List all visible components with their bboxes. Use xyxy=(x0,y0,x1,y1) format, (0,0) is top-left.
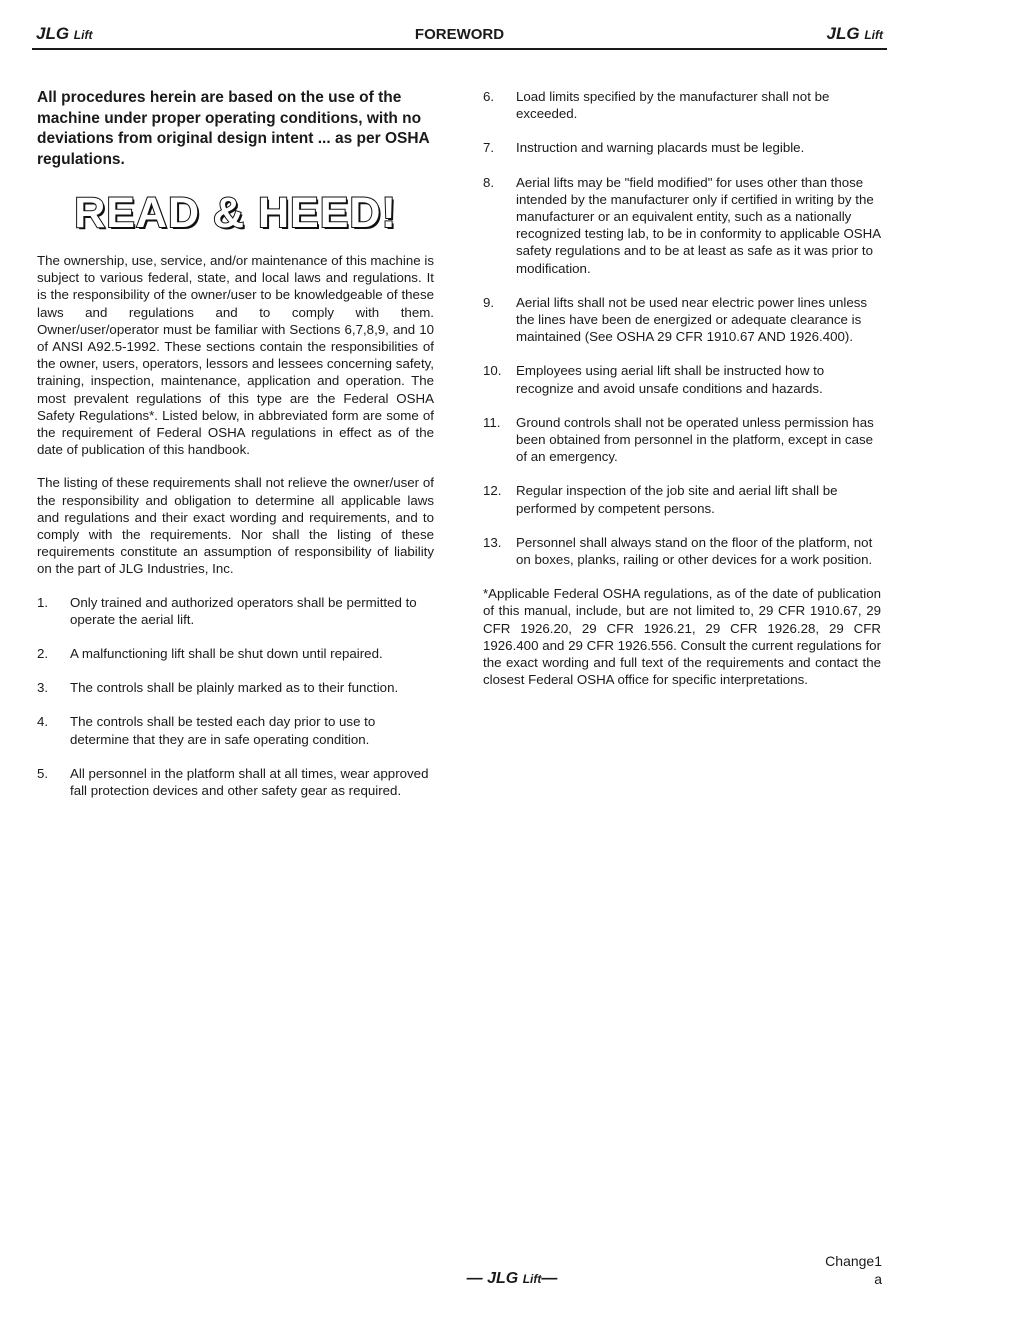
read-heed-banner: READ & HEED! xyxy=(74,189,397,237)
list-item: 8. Aerial lifts may be "field modified" for uses other than those intended by the manufacturer only if certified in writing by the manufacturer or an equivalent entity, such as a nationally recognized testing lab, to be in conformity to applicable OSHA safety regulations and to be at least as safe as it was prior to modification. xyxy=(483,174,881,276)
header-section-title: FOREWORD xyxy=(414,26,505,43)
left-column xyxy=(37,88,434,816)
osha-footnote: *Applicable Federal OSHA regulations, as of the date of publication of this manual, include, but are not limited to, 29 CFR 1910.67, 29 CFR 1926.20, 29 CFR 1926.21, 29 CFR 1926.28, 29 CFR 1926.400 and 29 CFR 1926.556. Consult the current regulations for the exact wording and full text of the requirements and contact the closest Federal OSHA office for specific interpretations. xyxy=(483,586,881,688)
list-item: 1. Only trained and authorized operators shall be permitted to operate the aerial lift. xyxy=(37,594,417,627)
requirements-list-left xyxy=(37,594,434,800)
list-item: 10. Employees using aerial lift shall be instructed how to recognize and avoid unsafe conditions and hazards. xyxy=(483,363,825,396)
footer-brand: — JLG Lift— xyxy=(466,1270,558,1287)
page-header xyxy=(32,22,887,50)
list-item: 13. Personnel shall always stand on the floor of the platform, not on boxes, planks, railing or other devices for a work position. xyxy=(483,534,873,568)
paragraph-listing: The listing of these requirements shall not relieve the owner/user of the responsibility and obligation to determine all applicable laws and regulations and their exact wording and requirements, and to comply with the requirements. Nor shall the listing of these requirements constitute an assumption of responsibility of liability on the part of JLG Industries, Inc. xyxy=(37,475,434,577)
list-item: 3. The controls shall be plainly marked as to their function. xyxy=(37,680,399,696)
right-column xyxy=(483,88,881,688)
intro-statement: All procedures herein are based on the use of the machine under proper operating conditions, with no deviations from original design intent ... as per OSHA regulations. xyxy=(37,89,430,168)
paragraph-ownership: The ownership, use, service, and/or maintenance of this machine is subject to various federal, state, and local laws and regulations. It is the responsibility of the owner/user to be knowledgeable of these laws and regulations and to comply with them. Owner/user/operator must be familiar with Sections 6,7,8,9, and 10 of ANSI A92.5-1992. These sections contain the responsibilities of the owner, users, operators, lessors and lessees concerning safety, training, inspection, maintenance, application and operation. The most prevalent regulations of this type are the Federal OSHA Safety Regulations*. Listed below, in abbreviated form are some of the requirement of Federal OSHA regulations in effect as of the date of publication of this handbook. xyxy=(37,253,434,458)
list-item: 5. All personnel in the platform shall at all times, wear approved fall protection devices and other safety gear as required. xyxy=(37,765,429,799)
footer-page-info xyxy=(820,1252,882,1288)
list-item: 7. Instruction and warning placards must be legible. xyxy=(483,140,805,156)
requirements-list-right xyxy=(483,88,881,568)
header-brand-right: JLG Lift xyxy=(826,24,883,43)
list-item: 12. Regular inspection of the job site and aerial lift shall be performed by competent persons. xyxy=(483,483,838,516)
list-item: 2. A malfunctioning lift shall be shut down until repaired. xyxy=(37,646,383,662)
list-item: 11. Ground controls shall not be operated unless permission has been obtained from personnel in the platform, except in case of an emergency. xyxy=(483,414,874,465)
list-item: 9. Aerial lifts shall not be used near electric power lines unless the lines have been de energized or adequate clearance is maintained (See OSHA 29 CFR 1910.67 AND 1926.400). xyxy=(483,294,868,345)
page-number: a xyxy=(874,1271,882,1287)
header-brand-left: JLG Lift xyxy=(36,24,93,43)
list-item: 4. The controls shall be tested each day prior to use to determine that they are in safe operating condition. xyxy=(37,714,376,747)
list-item: 6. Load limits specified by the manufacturer shall not be exceeded. xyxy=(483,89,830,122)
change-label: Change1 xyxy=(825,1253,882,1269)
